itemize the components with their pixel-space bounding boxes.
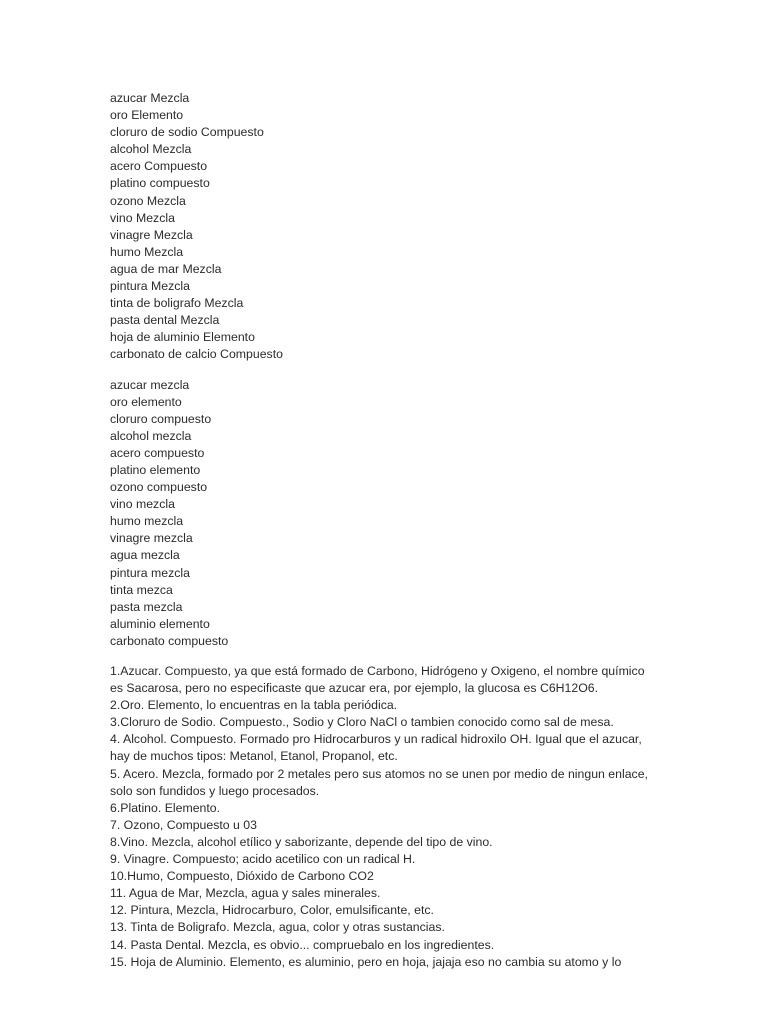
- list-item: agua mezcla: [110, 548, 180, 563]
- explanation-item: 10.Humo, Compuesto, Dióxido de Carbono CO2: [110, 869, 374, 884]
- list-item: cloruro compuesto: [110, 411, 212, 426]
- list-item: tinta de boligrafo Mezcla: [110, 296, 244, 311]
- list-item: platino elemento: [110, 462, 201, 477]
- list-item: alcohol Mezcla: [110, 142, 192, 157]
- explanation-item: 5. Acero. Mezcla, formado por 2 metales pero sus atomos no se unen por medio de ningun enlace, solo son fundidos y luego procesados.: [110, 766, 648, 798]
- explanation-item: 2.Oro. Elemento, lo encuentras en la tabla periódica.: [110, 698, 398, 713]
- list-item: humo Mezcla: [110, 244, 184, 259]
- list-item: tinta mezca: [110, 582, 173, 597]
- list-item: azucar mezcla: [110, 377, 190, 392]
- explanation-item: 15. Hoja de Aluminio. Elemento, es aluminio, pero en hoja, jajaja eso no cambia su atomo y lo: [110, 954, 622, 969]
- classification-list-two: [110, 377, 655, 651]
- list-item: acero Compuesto: [110, 159, 208, 174]
- list-item: acero compuesto: [110, 445, 205, 460]
- list-item: carbonato de calcio Compuesto: [110, 347, 283, 362]
- explanation-item: 8.Vino. Mezcla, alcohol etílico y saborizante, depende del tipo de vino.: [110, 834, 493, 849]
- document-body: [110, 90, 655, 984]
- list-item: vino Mezcla: [110, 210, 175, 225]
- list-item: ozono Mezcla: [110, 193, 186, 208]
- explanation-item: 7. Ozono, Compuesto u 03: [110, 817, 257, 832]
- list-item: azucar Mezcla: [110, 91, 190, 105]
- list-item: aluminio elemento: [110, 616, 210, 631]
- explanation-item: 9. Vinagre. Compuesto; acido acetilico con un radical H.: [110, 852, 416, 867]
- list-item: vinagre mezcla: [110, 531, 193, 546]
- list-item: vinagre Mezcla: [110, 227, 193, 242]
- list-item: ozono compuesto: [110, 480, 208, 495]
- list-item: cloruro de sodio Compuesto: [110, 125, 264, 140]
- list-item: oro elemento: [110, 394, 182, 409]
- explanation-item: 3.Cloruro de Sodio. Compuesto., Sodio y Cloro NaCl o tambien conocido como sal de mesa.: [110, 715, 614, 730]
- explanation-item: 11. Agua de Mar, Mezcla, agua y sales minerales.: [110, 886, 381, 901]
- list-item: hoja de aluminio Elemento: [110, 330, 255, 345]
- explanations-list: [110, 663, 655, 971]
- list-item: vino mezcla: [110, 497, 175, 512]
- list-item: oro Elemento: [110, 108, 184, 123]
- list-item: pasta dental Mezcla: [110, 313, 220, 328]
- explanation-item: 14. Pasta Dental. Mezcla, es obvio... compruebalo en los ingredientes.: [110, 937, 495, 952]
- explanation-item: 13. Tinta de Boligrafo. Mezcla, agua, color y otras sustancias.: [110, 920, 445, 935]
- list-item: pintura Mezcla: [110, 279, 190, 294]
- explanation-item: 4. Alcohol. Compuesto. Formado pro Hidrocarburos y un radical hidroxilo OH. Igual que el azucar, hay de muchos tipos: Metanol, Etanol, Propanol, etc.: [110, 732, 642, 764]
- list-item: carbonato compuesto: [110, 633, 229, 648]
- list-item: agua de mar Mezcla: [110, 261, 222, 276]
- explanation-item: 1.Azucar. Compuesto, ya que está formado de Carbono, Hidrógeno y Oxigeno, el nombre químico es Sacarosa, pero no especificaste que azucar era, por ejemplo, la glucosa es C6H12O6.: [110, 664, 645, 696]
- list-item: pasta mezcla: [110, 599, 183, 614]
- explanation-item: 12. Pintura, Mezcla, Hidrocarburo, Color, emulsificante, etc.: [110, 903, 434, 918]
- classification-list-one: [110, 90, 655, 364]
- list-item: humo mezcla: [110, 514, 184, 529]
- list-item: platino compuesto: [110, 176, 210, 191]
- list-item: alcohol mezcla: [110, 428, 192, 443]
- explanation-item: 6.Platino. Elemento.: [110, 800, 221, 815]
- list-item: pintura mezcla: [110, 565, 190, 580]
